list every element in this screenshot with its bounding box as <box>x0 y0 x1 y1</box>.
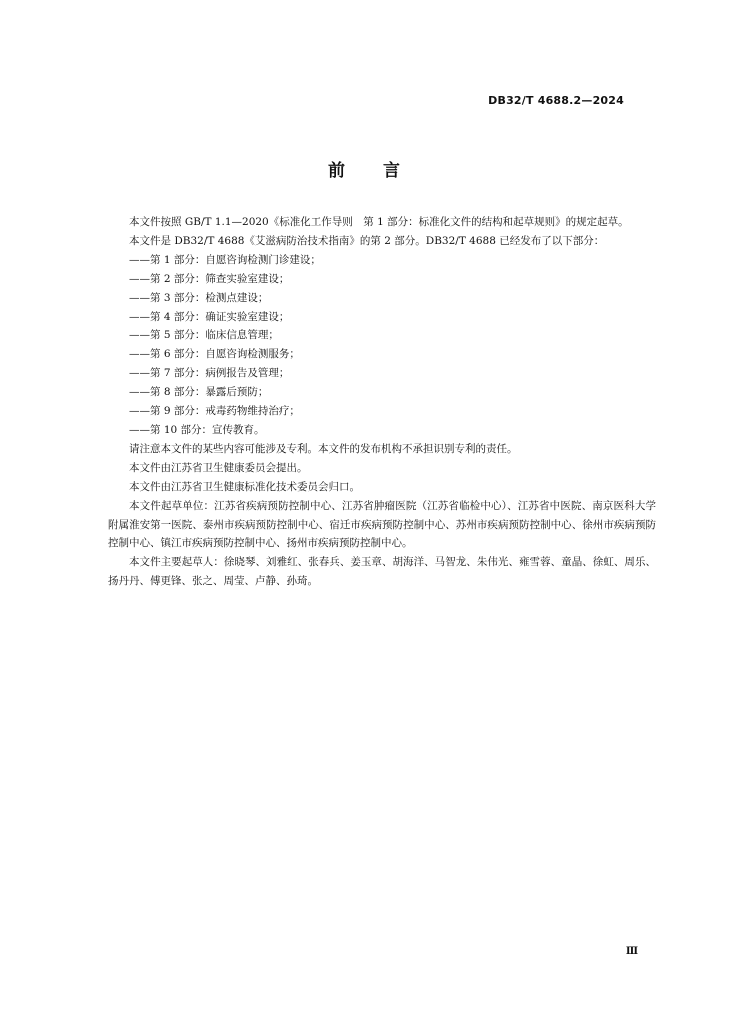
committee-paragraph: 本文件由江苏省卫生健康标准化技术委员会归口。 <box>129 480 360 493</box>
list-item: ——第 8 部分：暴露后预防； <box>129 386 269 399</box>
drafting-rule-paragraph: 本文件按照 GB/T 1.1—2020《标准化工作导则 第 1 部分：标准化文件的结构和起草规则》的规定起草。 <box>129 216 629 228</box>
title-char-2: 言 <box>383 161 402 181</box>
list-item: ——第 7 部分：病例报告及管理； <box>129 367 290 380</box>
page-number: Ⅲ <box>625 946 638 957</box>
drafters-paragraph: 本文件主要起草人：徐晓琴、刘雅红、张春兵、姜玉章、胡海洋、马智龙、朱伟光、雍雪蓉、童晶、徐虹、周乐、扬丹丹、傅更锋、张之、周莹、卢静、孙琦。 <box>108 556 656 588</box>
standard-code: DB32/T 4688.2—2024 <box>488 94 624 107</box>
series-intro-paragraph: 本文件是 DB32/T 4688《艾滋病防治技术指南》的第 2 部分。DB32/T 4688 已经发布了以下部分： <box>129 234 605 247</box>
list-item: ——第 3 部分：检测点建设； <box>129 291 269 304</box>
list-item: ——第 9 部分：戒毒药物维持治疗； <box>129 405 300 418</box>
proposer-paragraph: 本文件由江苏省卫生健康委员会提出。 <box>129 461 308 474</box>
drafting-units-paragraph: 本文件起草单位：江苏省疾病预防控制中心、江苏省肿瘤医院（江苏省临检中心）、江苏省中医院、南京医科大学附属淮安第一医院、泰州市疾病预防控制中心、宿迁市疾病预防控制中心、苏州市疾病预防控制中心、徐州市疾病预防控制中心、镇江市疾病预防控制中心、扬州市疾病预防控制中心。 <box>108 499 656 550</box>
page-title <box>0 156 730 181</box>
list-item: ——第 5 部分：临床信息管理； <box>129 329 279 342</box>
list-item: ——第 4 部分：确证实验室建设； <box>129 310 290 323</box>
list-item: ——第 6 部分：自愿咨询检测服务； <box>129 348 300 361</box>
parts-list <box>108 251 656 440</box>
list-item: ——第 1 部分：自愿咨询检测门诊建设； <box>129 253 321 266</box>
list-item: ——第 10 部分：宣传教育。 <box>129 423 265 436</box>
title-char-1: 前 <box>328 161 347 181</box>
list-item: ——第 2 部分：筛查实验室建设； <box>129 272 290 285</box>
patent-notice-paragraph: 请注意本文件的某些内容可能涉及专利。本文件的发布机构不承担识别专利的责任。 <box>129 442 518 455</box>
foreword-body <box>108 213 656 591</box>
